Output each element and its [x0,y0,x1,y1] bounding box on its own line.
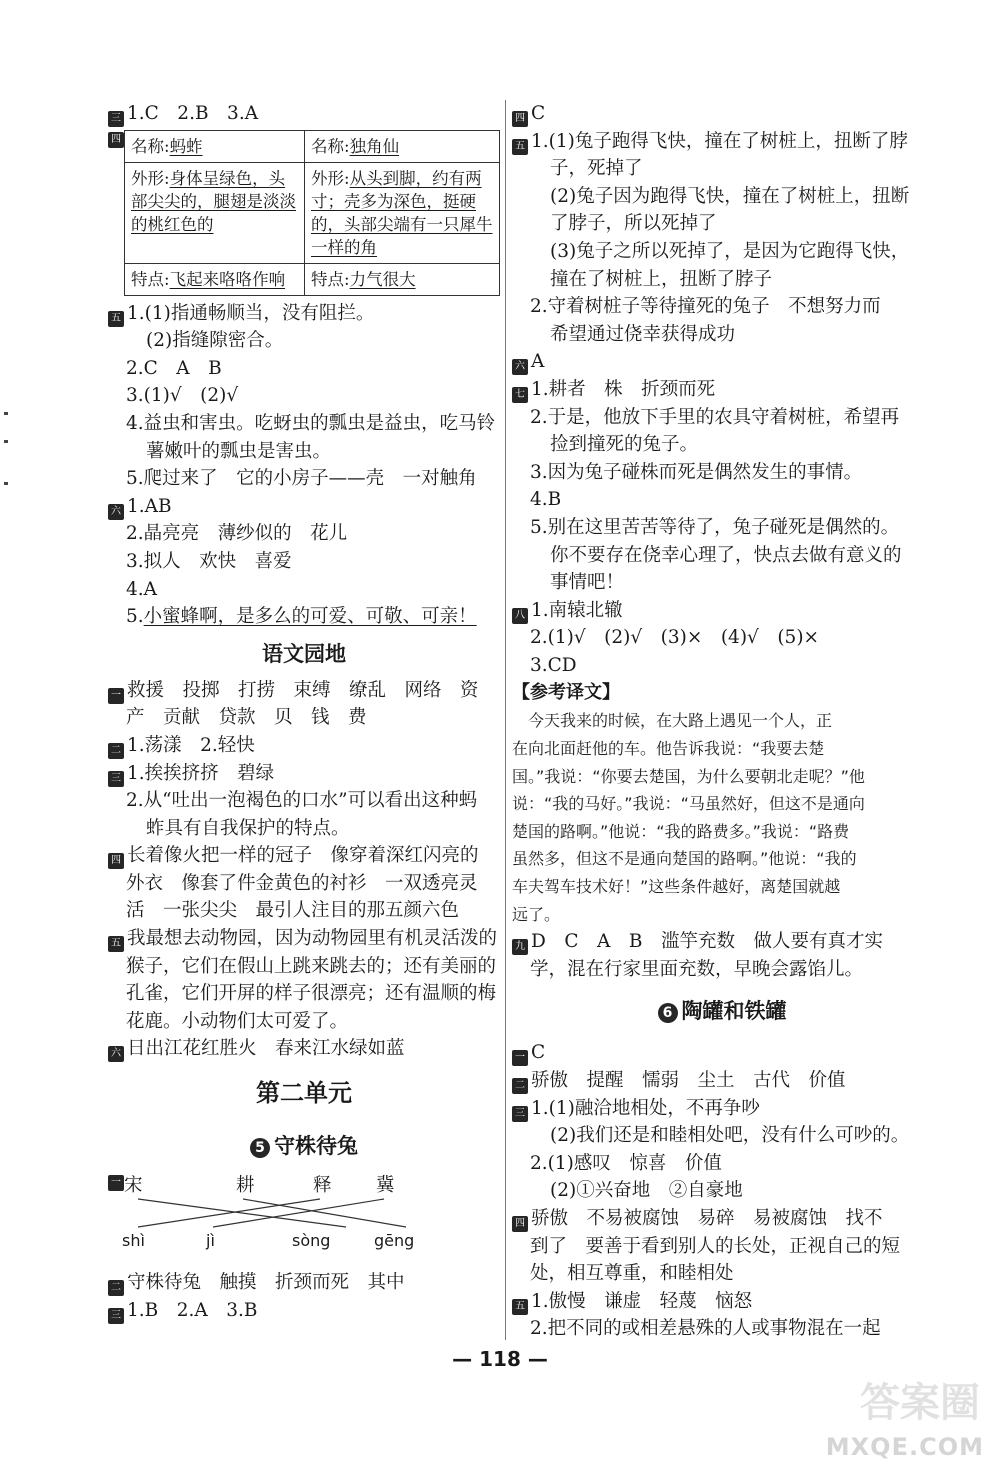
answer-line: 3.因为兔子碰株而死是偶然发生的事情。 [530,461,863,483]
section-marker: 八 [512,608,528,624]
section-marker: 一 [512,1050,528,1066]
answer-line: 3.CD [530,654,577,676]
answer-line: 5.小蜜蜂啊，是多么的可爱、可敬、可亲！ [126,606,477,628]
section-marker: 四 [108,132,124,148]
match-character: 宋 [124,1175,143,1197]
answer-line: 4.A [126,578,158,600]
section-marker: 四 [108,853,124,869]
answer-line: 希望通过侥幸获得成功 [550,323,736,345]
translation-line: 今天我来的时候，在大路上遇见一个人，正 [512,711,833,731]
translation-line: 在向北面赶他的车。他告诉我说：“我要去楚 [512,739,825,759]
section-marker: 二 [108,1280,124,1296]
margin-mark [4,412,8,415]
left-column [108,100,500,1324]
answer-line: 了脖子，所以死掉了 [550,213,717,235]
answer-line: 三 1.B 2.A 3.B [108,1297,500,1325]
answer-line: 4.B [530,489,562,511]
answer-line: 二 1.荡漾 2.轻快 [108,732,500,760]
answer-line: 四 长着像火把一样的冠子 像穿着深红闪亮的 [108,842,500,870]
section-marker: 六 [108,504,124,520]
unit-title: 第二单元 [256,1079,352,1108]
answer-line: 2.晶亮亮 薄纱似的 花儿 [126,523,348,545]
match-pinyin: sòng [292,1231,331,1251]
margin-mark [4,440,8,443]
answer-line: 捡到撞死的兔子。 [550,434,699,456]
answer-line: 五 1.(1)指通畅顺当，没有阻拦。 [108,300,500,328]
answer-line: 2.(1)感叹 惊喜 价值 [530,1152,722,1174]
section-marker: 二 [108,743,124,759]
right-column [512,100,932,1343]
match-character: 耕 [236,1175,255,1197]
creature-comparison-table: 名称:蚂蚱 名称:独角仙 外形:身体呈绿色，头部尖尖的，腿翅是淡淡的桃红色的 外形:从头到脚，约有两寸；壳多为深色，挺硬的，头部尖端有一只犀牛一样的角 特点:飞起来咯咯作响 特点:力气很大 [124,130,500,296]
answer-line: 四 C [512,100,932,128]
column-divider [505,100,506,1340]
translation-line: 说：“我的马好。”我说：“马虽然好，但这不是通向 [512,794,865,814]
answer-line: 二 骄傲 提醒 懦弱 尘土 古代 价值 [512,1067,932,1095]
answer-line: 产 贡献 贷款 贝 钱 费 [126,707,367,729]
answer-line: 三 1.C 2.B 3.A [108,100,500,128]
answer-line: 外衣 像套了件金黄色的衬衫 一双透亮灵 [126,872,478,894]
answer-line: 三 1.挨挨挤挤 碧绿 [108,760,500,788]
translation-line: 车夫驾车技术好！”这些条件越好，离楚国就越 [512,877,841,897]
answer-line: (2)兔子因为跑得飞快，撞在了树桩上，扭断 [550,185,910,207]
section-marker: 三 [108,111,124,127]
section-marker: 四 [512,1216,528,1232]
watermark-logo: 答案圈 [860,1380,980,1426]
section-marker: 五 [512,1299,528,1315]
matching-lines [108,1169,500,1269]
answer-line: 六 日出江花红胜火 春来江水绿如蓝 [108,1035,500,1063]
answer-line: 学，混在行家里面充数，早晚会露馅儿。 [530,958,864,980]
answer-line: 三 1.(1)融洽地相处，不再争吵 [512,1095,932,1123]
section-marker: 三 [108,1308,124,1324]
section-marker: 一 [108,688,124,704]
answer-line: 到了 要善于看到别人的长处，正视自己的短 [530,1235,901,1257]
answer-line: (2)指缝隙密合。 [146,330,284,352]
answer-line: 4.益虫和害虫。吃蚜虫的瓢虫是益虫，吃马铃 [126,412,496,434]
answer-line: 一 救援 投掷 打捞 束缚 缭乱 网络 资 [108,677,500,705]
match-pinyin: gēng [374,1231,415,1251]
section-marker: 五 [108,311,124,327]
answer-line: 5.爬过来了 它的小房子——壳 一对触角 [126,468,477,490]
answer-line: 花鹿。小动物们太可爱了。 [126,1010,349,1032]
creature-table-block [108,128,500,300]
answer-line: 九 D C A B 滥竽充数 做人要有真才实 [512,928,932,956]
answer-line: 2.守着树桩子等待撞死的兔子 不想努力而 [530,296,881,318]
watermark-url: MXQE.COM [825,1433,984,1461]
answer-line: 蚱具有自我保护的特点。 [146,817,350,839]
answer-line: 2.(1)√ (2)√ (3)× (4)√ (5)× [530,627,820,649]
match-pinyin: jì [206,1231,215,1251]
page-number: — 118 — [452,1347,548,1371]
section-marker: 三 [108,771,124,787]
lesson-title: 5 守株待兔 [108,1123,500,1169]
answer-line: (2)我们还是和睦相处吧，没有什么可吵的。 [550,1125,910,1147]
answer-line: 2.把不同的或相差悬殊的人或事物混在一起 [530,1318,881,1340]
answer-line: 2.于是，他放下手里的农具守着树桩，希望再 [530,406,900,428]
match-character: 冀 [376,1175,395,1197]
translation-heading: 【参考译文】 [512,682,620,704]
section-marker: 一 [108,1175,124,1191]
section-title: 语文园地 [262,641,346,666]
answer-line: 5.别在这里苦苦等待了，兔子碰死是偶然的。 [530,516,900,538]
section-marker: 六 [108,1046,124,1062]
answer-line: 四 骄傲 不易被腐蚀 易碎 易被腐蚀 找不 [512,1205,932,1233]
answer-line: 事情吧！ [550,572,625,594]
answer-line: 撞在了树桩上，扭断了脖子 [550,268,773,290]
section-marker: 二 [512,1078,528,1094]
answer-line: 2.从“吐出一泡褐色的口水”可以看出这种蚂 [126,790,478,812]
section-marker: 四 [512,111,528,127]
section-marker: 五 [108,936,124,952]
answer-line: 五 1.傲慢 谦虚 轻蔑 恼怒 [512,1288,932,1316]
translation-line: 虽然多，但这不是通向楚国的路啊。”他说：“我的 [512,849,857,869]
margin-mark [4,482,8,485]
watermark [815,1367,990,1463]
lesson-number-badge: 5 [250,1138,270,1158]
answer-line: (3)兔子之所以死掉了，是因为它跑得飞快， [550,240,910,262]
pinyin-matching-exercise [108,1169,500,1269]
answer-line: 孔雀，它们开屏的样子很漂亮；还有温顺的梅 [126,983,497,1005]
match-character: 释 [313,1175,332,1197]
lesson-number-badge: 6 [658,1003,678,1023]
answer-line: 3.(1)√ (2)√ [126,385,239,407]
answer-line: 猴子，它们在假山上跳来跳去的；还有美丽的 [126,955,497,977]
lesson-title: 6 陶罐和铁罐 [512,983,932,1039]
answer-line: 子，死掉了 [550,158,643,180]
answer-line: 八 1.南辕北辙 [512,597,932,625]
section-marker: 九 [512,939,528,955]
answer-line: 处，相互尊重，和睦相处 [530,1263,734,1285]
translation-line: 楚国的路啊。”他说：“我的路费多。”我说：“路费 [512,821,850,841]
answer-line: 五 1.(1)兔子跑得飞快，撞在了树桩上，扭断了脖 [512,128,932,156]
translation-line: 国。”我说：“你要去楚国，为什么要朝北走呢？”他 [512,766,865,786]
section-marker: 六 [512,359,528,375]
answer-line: 二 守株待兔 触摸 折颈而死 其中 [108,1269,500,1297]
answer-line: 六 A [512,348,932,376]
answer-line: 五 我最想去动物园，因为动物园里有机灵活泼的 [108,925,500,953]
answer-line: 薯嫩叶的瓢虫是害虫。 [146,440,332,462]
answer-line: 六 1.AB [108,493,500,521]
section-marker: 三 [512,1106,528,1122]
answer-line: 2.C A B [126,357,222,379]
answer-line: 你不要存在侥幸心理了，快点去做有意义的 [550,544,902,566]
answer-line: (2)①兴奋地 ②自豪地 [550,1180,743,1202]
section-marker: 七 [512,387,528,403]
section-marker: 五 [512,139,528,155]
answer-line: 一 C [512,1039,932,1067]
match-pinyin: shì [122,1231,145,1251]
answer-line: 3.拟人 欢快 喜爱 [126,550,292,572]
answer-line: 七 1.耕者 株 折颈而死 [512,376,932,404]
answer-line: 活 一张尖尖 最引人注目的那五颜六色 [126,900,460,922]
translation-line: 远了。 [512,904,561,924]
